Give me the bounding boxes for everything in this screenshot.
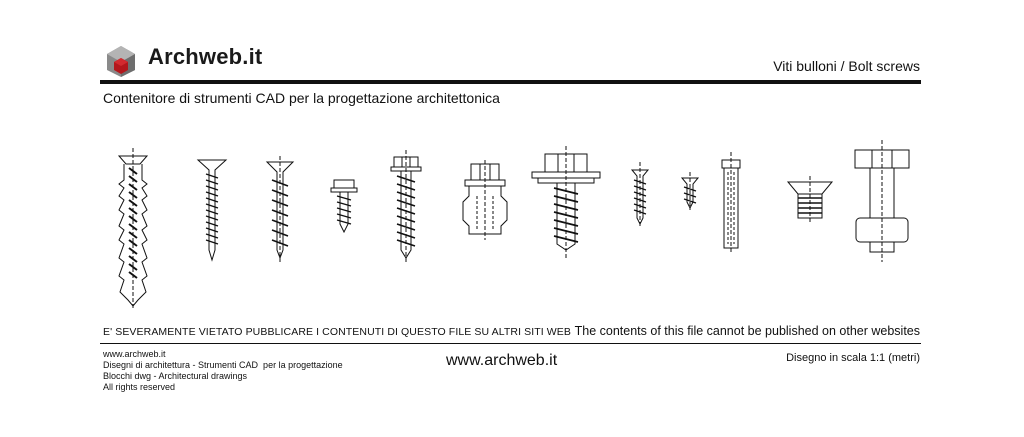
hex-bolt-nut-icon (855, 140, 909, 262)
footer-credits (103, 349, 343, 393)
brand-name: Archweb.it (148, 44, 263, 69)
footer-divider (100, 343, 921, 344)
tiny-countersunk-screw-icon (682, 172, 698, 210)
hex-lag-screw-icon (391, 150, 421, 264)
footer-line: Disegni di architettura - Strumenti CAD per la progettazione (103, 360, 343, 370)
footer-website: www.archweb.it (446, 352, 558, 369)
header-divider (100, 80, 921, 84)
notice-english: The contents of this file cannot be published on other websites (574, 324, 920, 338)
machine-screw-icon (722, 152, 740, 254)
page-title: Viti bulloni / Bolt screws (773, 58, 920, 74)
drywall-screw-icon (198, 160, 226, 260)
page-subtitle: Contenitore di strumenti CAD per la progettazione architettonica (103, 90, 500, 106)
wall-plug-screw-icon (119, 148, 147, 310)
countersunk-bolt-icon (788, 176, 832, 224)
footer-line: Blocchi dwg - Architectural drawings (103, 371, 248, 381)
small-countersunk-screw-icon (632, 162, 648, 228)
footer-line: All rights reserved (103, 382, 176, 392)
flange-nut-icon (463, 160, 507, 240)
wood-screw-icon (267, 156, 293, 262)
hex-bolt-washer-icon (532, 146, 600, 258)
footer-line: www.archweb.it (103, 349, 166, 359)
self-drilling-screw-icon (331, 180, 357, 232)
footer-scale: Disegno in scala 1:1 (metri) (786, 352, 920, 364)
screw-drawing (100, 140, 921, 320)
archweb-logo-icon (104, 44, 138, 78)
notice-italian: E' SEVERAMENTE VIETATO PUBBLICARE I CONTENUTI DI QUESTO FILE SU ALTRI SITI WEB (103, 326, 571, 338)
